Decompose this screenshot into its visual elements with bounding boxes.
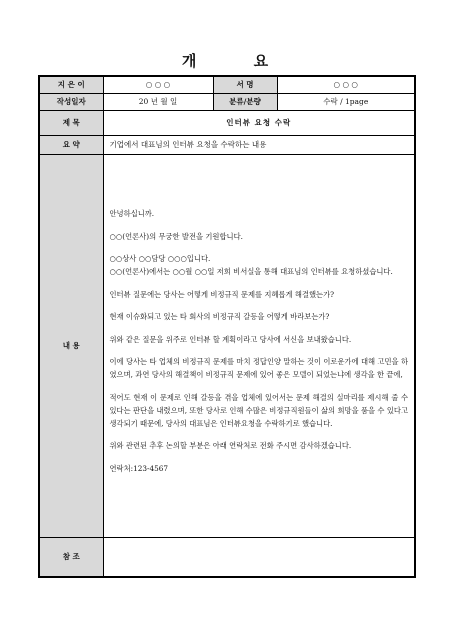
author-row xyxy=(39,76,415,93)
content-question-2: 현재 이슈화되고 있는 타 회사의 비정규직 갈등을 어떻게 바라보는가? xyxy=(109,312,330,321)
content-request: ○○(언론사)에서는 ○○월 ○○일 저희 비서실을 통해 대표님의 인터뷰를 요청하셨습니다. xyxy=(109,267,393,276)
content-letter-note: 위와 같은 질문을 위주로 인터뷰 할 계획이라고 당사에 서신을 보내왔습니다. xyxy=(109,334,352,344)
overview-form xyxy=(38,75,416,578)
subject-label: 제 목 xyxy=(39,110,103,135)
reference-row xyxy=(39,537,415,577)
content-body xyxy=(103,154,415,537)
author-value: ○ ○ ○ xyxy=(103,76,213,93)
content-question-1: 인터뷰 질문에는 당사는 어떻게 비정규직 문제를 지혜롭게 해결했는가? xyxy=(109,289,335,299)
signature-value: ○ ○ ○ xyxy=(277,76,415,93)
content-intro: ○○상사 ○○담당 ○○○입니다. xyxy=(109,254,211,263)
content-label: 내 용 xyxy=(39,154,103,537)
date-label: 작성일자 xyxy=(39,93,103,110)
reference-label: 참 조 xyxy=(39,537,103,577)
content-contact: 연락처:123-4567 xyxy=(109,463,169,473)
author-label: 지 은 이 xyxy=(39,76,103,93)
summary-label: 요 약 xyxy=(39,135,103,154)
content-decision: 적어도 현재 이 문제로 인해 갈등을 겪을 업체에 있어서는 문제 해결의 실마리를 제시해 줄 수 있다는 판단을 내렸으며, 또한 당사로 인해 수많은 비정규직원들이 삶의 희망을 품을 수 있다고 생각되기 때문에, 당사의 대표님은 인터뷰요청을 수락하기로 했습니다. xyxy=(109,392,408,428)
content-greeting: 안녕하십니까. xyxy=(109,209,155,218)
reference-value xyxy=(103,537,415,577)
subject-row xyxy=(39,110,415,135)
category-value: 수락 / 1page xyxy=(277,93,415,110)
document-title: 개 요 xyxy=(181,52,295,70)
summary-row xyxy=(39,135,415,154)
signature-label: 서 명 xyxy=(213,76,277,93)
date-row xyxy=(39,93,415,110)
date-value: 20 년 월 일 xyxy=(103,93,213,110)
summary-value: 기업에서 대표님의 인터뷰 요청을 수락하는 내용 xyxy=(103,135,415,154)
subject-value: 인터뷰 요청 수락 xyxy=(103,110,415,135)
content-deliberation: 이에 당사는 타 업체의 비정규직 문제를 마치 정답인양 말하는 것이 이로운가에 대해 고민을 하였으며, 과연 당사의 해결책이 비정규직 문제에 있어 좋은 모델이 되었는냐에 생각을 한 끝에, xyxy=(109,357,408,379)
content-row xyxy=(39,154,415,537)
content-wish: ○○(언론사)의 무궁한 발전을 기원합니다. xyxy=(109,231,243,241)
category-label: 분류/분량 xyxy=(213,93,277,110)
content-closing: 위와 관련된 추후 논의할 부분은 아래 연락처로 전화 주시면 감사하겠습니다. xyxy=(109,441,352,450)
